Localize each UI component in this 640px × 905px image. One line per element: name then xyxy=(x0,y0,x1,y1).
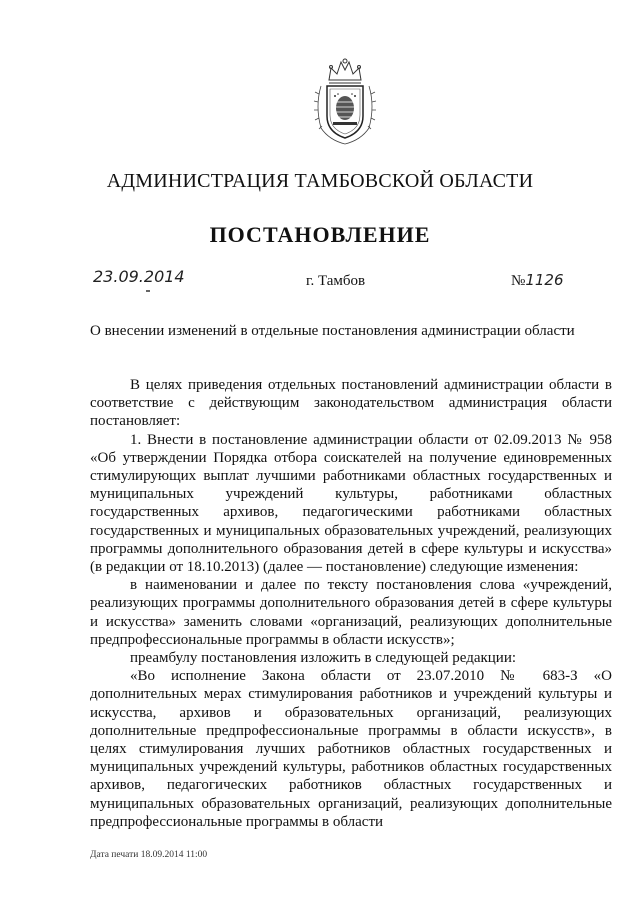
document-subject: О внесении изменений в отдельные постановления администрации области xyxy=(90,323,575,339)
document-city: г. Тамбов xyxy=(306,273,366,289)
date-underline-mark xyxy=(146,290,150,292)
paragraph: преамбулу постановления изложить в следующей редакции: xyxy=(130,650,517,667)
paragraph: «Во исполнение Закона области от 23.07.2010 № 683-З «О дополнительных мерах стимулирования работников и учреждений культуры и искусства, архивов и образовательных организаций, реализующих дополнительные предпрофессиональные программы в области искусств», в целях стимулирования лучших работников областных государственных и муниципальных учреждений культуры, работников областных государственных архивов, педагогических работников областных государственных и муниципальных образовательных организаций, реализующих дополнительные предпрофессиональные программы в области xyxy=(90,668,612,830)
paragraph: в наименовании и далее по тексту постановления слова «учреждений, реализующих программы дополнительного образования детей в сфере культуры и искусства» заменить словами «организаций, реализующих дополнительные предпрофессиональные программы в области искусств»; xyxy=(90,577,612,648)
paragraph: В целях приведения отдельных постановлений администрации области в соответствие с действующим законодательством администрация области постановляет: xyxy=(90,377,612,430)
number-prefix: № xyxy=(511,273,526,289)
number-value: 1126 xyxy=(525,271,564,289)
organization-name: АДМИНИСТРАЦИЯ ТАМБОВСКОЙ ОБЛАСТИ xyxy=(106,170,534,192)
print-date-footer: Дата печати 18.09.2014 11:00 xyxy=(90,850,208,860)
document-number xyxy=(511,271,564,290)
coat-of-arms-emblem xyxy=(311,56,379,146)
paragraph: 1. Внести в постановление администрации области от 02.09.2013 № 958 «Об утверждении Порядка отбора соискателей на получение единовременных стимулирующих выплат лучшими работниками областных государственных и муниципальных учреждений культуры, работниками областных государственных архивов, педагогическими работниками областных государственных и муниципальных образовательных учреждений, реализующих программы дополнительного образования детей в сфере культуры и искусства» (в редакции от 18.10.2013) (далее — постановление) следующие изменения: xyxy=(90,431,612,576)
document-date: 23.09.2014 xyxy=(93,267,185,286)
document-body xyxy=(90,376,612,831)
document-type-title: ПОСТАНОВЛЕНИЕ xyxy=(209,222,431,247)
